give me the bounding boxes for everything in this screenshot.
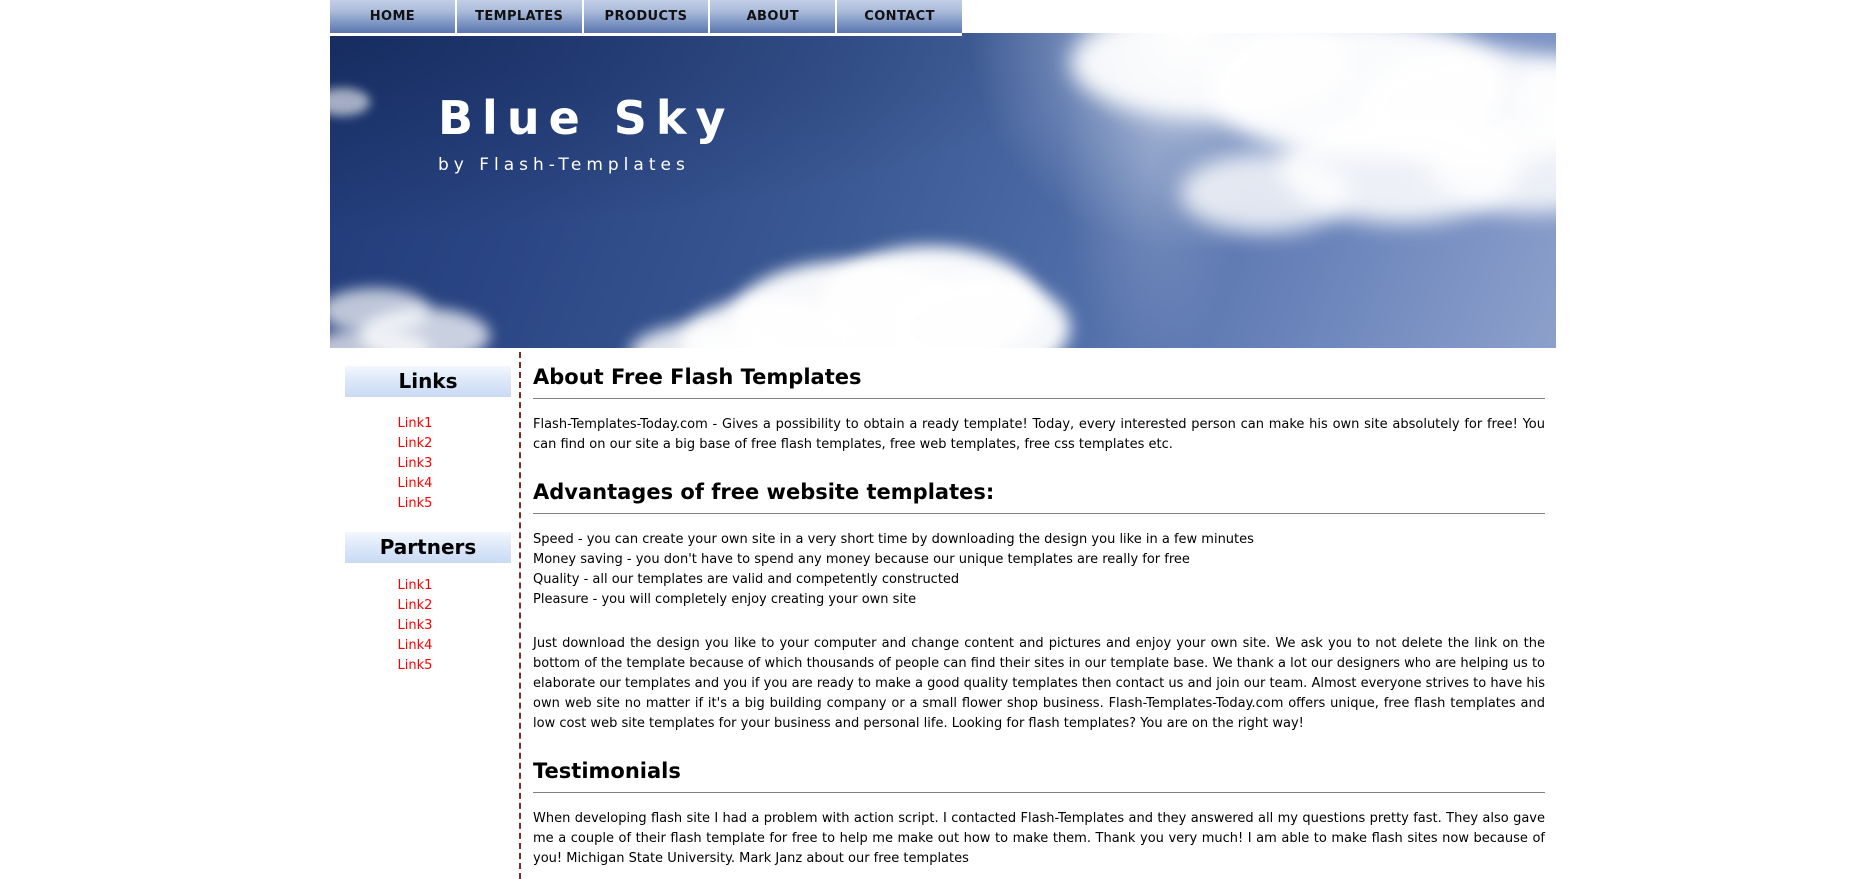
advantage-item: Pleasure - you will completely enjoy creating your own site	[533, 592, 917, 607]
content-divider	[519, 352, 521, 879]
advantages-list	[533, 530, 1545, 610]
cloud-shape	[330, 88, 370, 116]
advantage-item: Money saving - you don't have to spend any money because our unique templates are really for free	[533, 552, 1190, 567]
advantages-paragraph: Just download the design you like to your computer and change content and pictures and enjoy your own site. We ask you to not delete the link on the bottom of the template because of which thousands of people can find their sites in our template base. We thank a lot our designers who are helping us to elaborate our templates and you if you are ready to make a good quality templates then contact us and join our team. Almost everyone strives to have his own web site no matter if it's a big building company or a small flower shop business. Flash-Templates-Today.com offers unique, free flash templates and low cost web site templates for your business and personal life. Looking for flash templates? You are on the right way!	[533, 636, 1545, 731]
cloud-shape	[1180, 153, 1350, 233]
sidebar-heading-partners: Partners	[345, 532, 511, 563]
sidebar-link[interactable]: Link3	[397, 618, 433, 633]
testimonials-paragraph: When developing flash site I had a problem with action script. I contacted Flash-Templates and they answered all my questions pretty fast. They also gave me a couple of their flash template for free to help me make out how to make them. Thank you very much! I am able to make flash sites now because of you! Michigan State University. Mark Janz about our free templates	[533, 811, 1545, 866]
sidebar-link[interactable]: Link3	[397, 456, 433, 471]
main-content	[533, 362, 1545, 869]
nav-tab-contact[interactable]: CONTACT	[864, 9, 935, 24]
sidebar-links-list	[345, 414, 485, 514]
nav-tab-about[interactable]: ABOUT	[710, 0, 837, 33]
about-paragraph: Flash-Templates-Today.com - Gives a possibility to obtain a ready template! Today, every interested person can make his own site absolutely for free! You can find on our site a big base of free flash templates, free web templates, free css templates etc.	[533, 417, 1545, 452]
sidebar-link[interactable]: Link4	[397, 476, 433, 491]
nav-tab-templates[interactable]: TEMPLATES	[457, 0, 584, 33]
sidebar-heading-links: Links	[345, 366, 511, 397]
advantages-heading: Advantages of free website templates:	[533, 477, 1545, 514]
sidebar-partners-list	[345, 576, 485, 676]
sidebar-link[interactable]: Link2	[397, 598, 433, 613]
sky-banner	[330, 33, 1556, 348]
nav-tab-home[interactable]: HOME	[330, 0, 457, 33]
top-navbar	[330, 0, 962, 36]
sidebar-link[interactable]: Link4	[397, 638, 433, 653]
sidebar-link[interactable]: Link2	[397, 436, 433, 451]
nav-tab-products[interactable]: PRODUCTS	[584, 0, 711, 33]
testimonials-heading: Testimonials	[533, 756, 1545, 793]
sidebar-link[interactable]: Link1	[397, 416, 433, 431]
sidebar-link[interactable]: Link5	[397, 658, 433, 673]
sidebar-link[interactable]: Link1	[397, 578, 433, 593]
site-title: Blue Sky	[438, 91, 735, 145]
site-subtitle: by Flash-Templates	[438, 155, 690, 175]
advantage-item: Quality - all our templates are valid and competently constructed	[533, 572, 960, 587]
sidebar-link[interactable]: Link5	[397, 496, 433, 511]
about-heading: About Free Flash Templates	[533, 362, 1545, 399]
advantage-item: Speed - you can create your own site in a very short time by downloading the design you like in a few minutes	[533, 532, 1254, 547]
site-branding	[438, 91, 735, 175]
